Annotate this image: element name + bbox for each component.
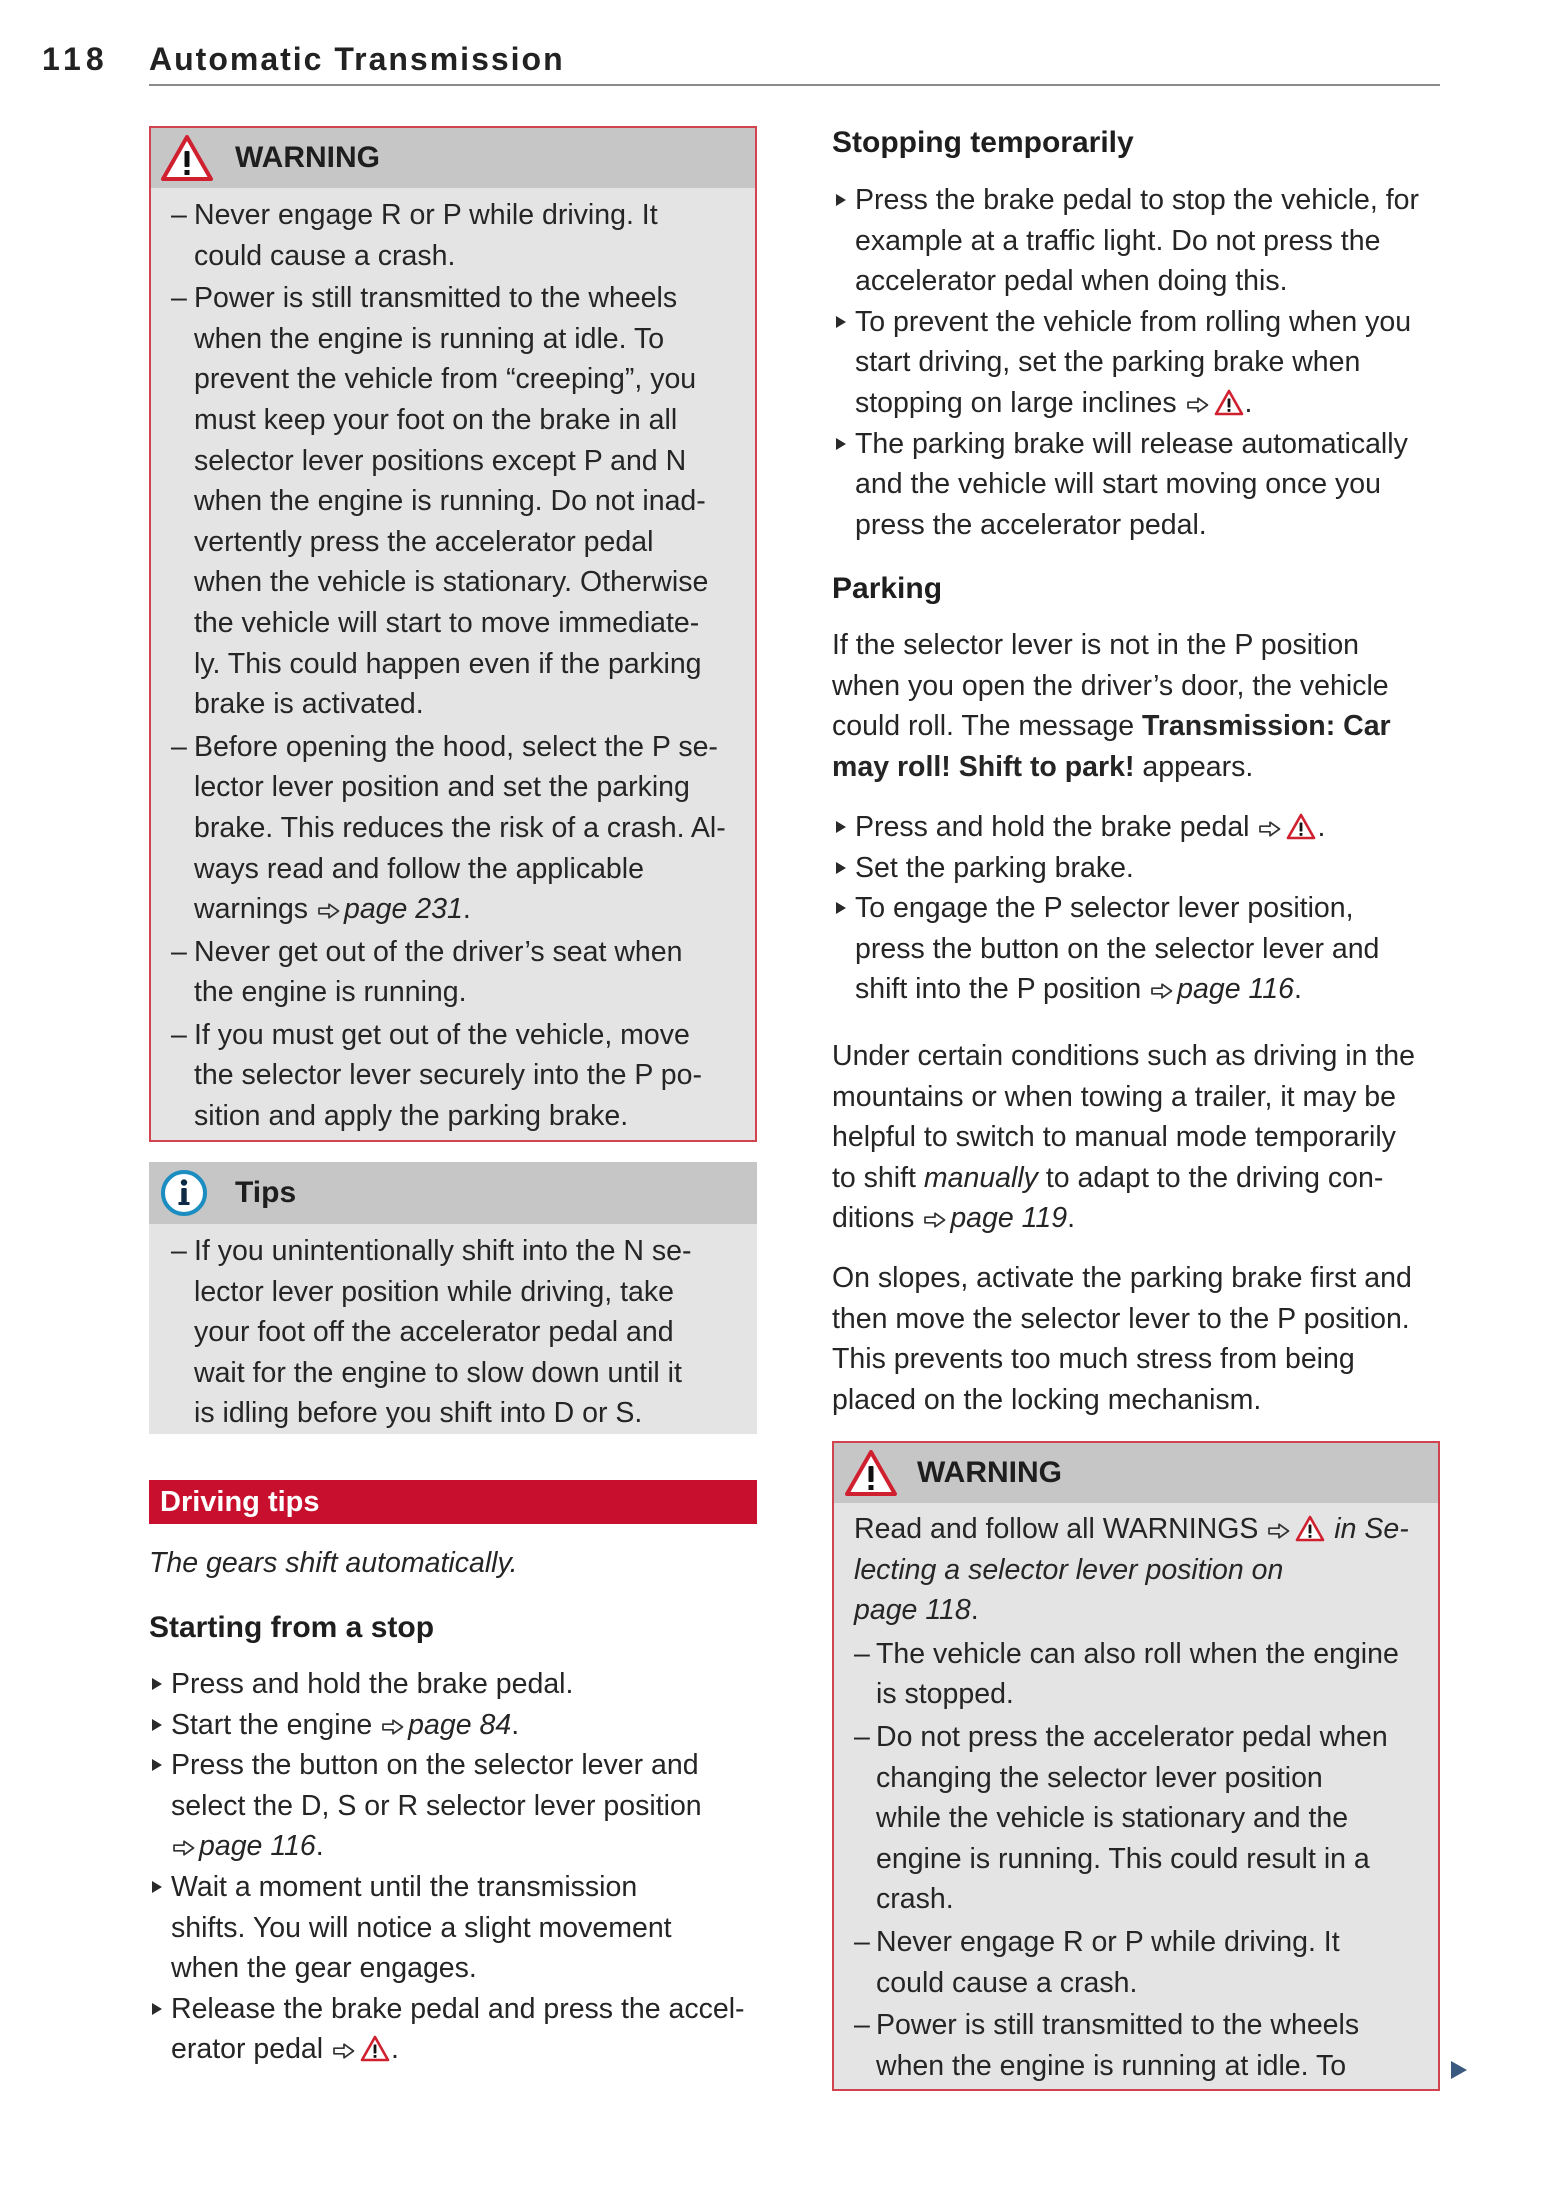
text-line [855, 383, 1440, 424]
text-line: The parking brake will release automatically [855, 427, 1408, 460]
reference-arrow-icon [317, 902, 341, 920]
text-run: Press and hold the brake pedal [855, 811, 1258, 843]
text-line: crash. [876, 1883, 954, 1916]
text-line [171, 2029, 757, 2070]
text-line: when the gear engages. [171, 1952, 477, 1985]
instruction-steps [149, 1664, 757, 2070]
warning-body [834, 1509, 1438, 2088]
text-run: could roll. The message [832, 710, 1142, 743]
reference-arrow-icon [381, 1718, 405, 1736]
text-line: start driving, set the parking brake when [855, 346, 1361, 379]
warning-list [834, 1634, 1438, 2087]
warning-intro [834, 1509, 1438, 1631]
text-line: press the accelerator pedal. [855, 508, 1207, 541]
text-line [854, 1590, 1438, 1631]
page-reference: page 118 [854, 1594, 971, 1627]
text-line: ways read and follow the applicable [194, 852, 644, 885]
instruction-step [149, 1705, 757, 1746]
instruction-step [149, 1867, 757, 1989]
text-run: ditions [832, 1202, 923, 1235]
text-line: – Do not press the accelerator pedal when [876, 1720, 1388, 1753]
text-line: lector lever position while driving, take [194, 1275, 674, 1308]
subheading: Stopping temporarily [832, 126, 1134, 159]
text-line: shifts. You will notice a slight movement [171, 1911, 672, 1944]
page-reference: page 84 [408, 1708, 512, 1741]
page-reference: page 231 [343, 893, 463, 926]
text-line: press the button on the selector lever and [855, 932, 1380, 965]
tips-list [149, 1231, 757, 1436]
text-line: could cause a crash. [194, 239, 456, 272]
text-line: – If you unintentionally shift into the N se- [194, 1235, 692, 1267]
page-reference: page 116 [1177, 973, 1294, 1006]
warning-list-item [834, 2005, 1438, 2086]
text-line: is idling before you shift into D or S. [194, 1397, 643, 1430]
text-line: example at a traffic light. Do not press the [855, 224, 1381, 257]
text-line: Wait a moment until the transmission [171, 1870, 638, 1903]
text-line: ly. This could happen even if the parking [194, 647, 702, 680]
text-line: helpful to switch to manual mode temporarily [832, 1121, 1396, 1154]
text-run: . [1293, 973, 1302, 1006]
text-line: – Never get out of the driver’s seat when [194, 935, 683, 968]
text-line [855, 807, 1440, 848]
info-icon [160, 1169, 208, 1225]
text-line: Press and hold the brake pedal. [171, 1668, 574, 1700]
tips-box [149, 1162, 757, 1434]
italic-text: in Se- [1326, 1513, 1409, 1545]
text-line: accelerator pedal when doing this. [855, 265, 1288, 298]
instruction-step [149, 1989, 757, 2070]
warning-triangle-icon [1295, 1515, 1325, 1542]
text-line: your foot off the accelerator pedal and [194, 1316, 674, 1349]
text-line: This prevents too much stress from being [832, 1343, 1355, 1376]
text-line: the selector lever securely into the P po- [194, 1059, 702, 1092]
section-title-bar: Driving tips [149, 1480, 757, 1524]
text-run: to shift [832, 1161, 924, 1194]
reference-arrow-icon [172, 1839, 196, 1857]
continue-arrow-icon [1449, 2056, 1469, 2089]
text-line: On slopes, activate the parking brake first and [832, 1262, 1412, 1294]
warning-box-header [151, 128, 755, 188]
warning-box [832, 1441, 1440, 2091]
warning-triangle-icon [360, 2035, 390, 2062]
text-line: Press the brake pedal to stop the vehicle, for [855, 184, 1419, 216]
text-line: the vehicle will start to move immediate- [194, 606, 700, 639]
warning-list-item [151, 195, 755, 276]
text-line: when the engine is running at idle. To [194, 322, 665, 355]
instruction-step [832, 888, 1440, 1010]
tips-title: Tips [235, 1176, 297, 1209]
italic-text: manually [923, 1161, 1038, 1194]
text-line: If the selector lever is not in the P position [832, 629, 1360, 661]
text-line: – The vehicle can also roll when the engine [876, 1637, 1399, 1670]
paragraph [832, 1258, 1412, 1420]
text-run: . [391, 2033, 399, 2066]
text-run: shift into the P position [855, 973, 1150, 1006]
subheading: Starting from a stop [149, 1611, 435, 1644]
instruction-step [149, 1745, 757, 1867]
text-line: Under certain conditions such as driving in the [832, 1040, 1415, 1072]
warning-list-item [834, 1922, 1438, 2003]
warning-list-item [834, 1717, 1438, 1920]
instruction-step [832, 302, 1440, 424]
text-run: appears. [1134, 750, 1254, 783]
text-line: – Before opening the hood, select the P se- [194, 730, 718, 763]
text-run: . [315, 1830, 324, 1863]
running-header-title: Automatic Transmission [149, 41, 565, 77]
instruction-steps [832, 180, 1440, 545]
text-line: lector lever position and set the parking [194, 771, 690, 804]
text-line: vertently press the accelerator pedal [194, 525, 654, 558]
text-line [832, 1158, 1415, 1199]
text-line: when the engine is running at idle. To [876, 2049, 1347, 2082]
text-line [855, 969, 1440, 1010]
reference-arrow-icon [1267, 1522, 1291, 1540]
text-run: warnings [194, 893, 316, 926]
text-run: stopping on large inclines [855, 386, 1185, 419]
text-line: when you open the driver’s door, the vehicle [832, 669, 1389, 702]
warning-list-item [151, 932, 755, 1013]
text-line: selector lever positions except P and N [194, 444, 687, 477]
text-line: Set the parking brake. [855, 851, 1134, 884]
warning-triangle-icon [1286, 813, 1316, 840]
text-line [854, 1550, 1438, 1591]
text-line: To prevent the vehicle from rolling when you [855, 305, 1412, 338]
italic-text: lecting a selector lever position on [854, 1553, 1284, 1586]
warning-title: WARNING [917, 1456, 1062, 1489]
instruction-steps [832, 807, 1440, 1010]
text-line [832, 747, 1391, 788]
warning-list-item [151, 727, 755, 930]
text-line: brake. This reduces the risk of a crash. Al- [194, 811, 726, 844]
header-rule [149, 84, 1440, 86]
text-line: – If you must get out of the vehicle, move [194, 1018, 690, 1051]
warning-triangle-icon [1214, 389, 1244, 416]
text-line: and the vehicle will start moving once you [855, 468, 1381, 501]
text-line [832, 706, 1391, 747]
page-number: 118 [42, 41, 109, 77]
text-run: . [1244, 386, 1253, 419]
text-line: the engine is running. [194, 976, 467, 1009]
text-line: placed on the locking mechanism. [832, 1383, 1262, 1416]
reference-arrow-icon [332, 2042, 356, 2060]
text-line: select the D, S or R selector lever position [171, 1789, 702, 1822]
text-line: when the engine is running. Do not inad- [194, 485, 706, 518]
reference-arrow-icon [1186, 396, 1210, 414]
text-line: is stopped. [876, 1678, 1014, 1711]
warning-triangle-icon [844, 1449, 898, 1505]
text-line: To engage the P selector lever position, [855, 892, 1354, 925]
text-line: when the vehicle is stationary. Otherwise [194, 566, 709, 599]
warning-title: WARNING [235, 141, 380, 174]
text-line: sition and apply the parking brake. [194, 1100, 629, 1133]
warning-list-item [151, 1015, 755, 1137]
text-line [832, 1198, 1415, 1239]
text-run: to adapt to the driving con- [1037, 1161, 1384, 1194]
paragraph [832, 625, 1391, 787]
text-line: engine is running. This could result in a [876, 1842, 1370, 1875]
subheading: Parking [832, 572, 943, 605]
text-run: . [511, 1708, 520, 1741]
text-run: . [970, 1594, 979, 1627]
warning-list-item [151, 278, 755, 725]
section-intro: The gears shift automatically. [149, 1547, 518, 1579]
text-run: . [1067, 1202, 1075, 1235]
text-line [171, 1826, 757, 1867]
paragraph [832, 1036, 1415, 1239]
text-line [194, 889, 755, 930]
text-run: . [462, 893, 471, 926]
text-run: erator pedal [171, 2033, 332, 2066]
instruction-step [832, 180, 1440, 302]
text-line: changing the selector lever position [876, 1761, 1323, 1794]
tips-box-header [149, 1162, 757, 1224]
page-reference: page 116 [199, 1830, 316, 1863]
text-line: brake is activated. [194, 688, 424, 721]
text-line: Press the button on the selector lever and [171, 1749, 699, 1782]
text-run: Read and follow all WARNINGS [854, 1513, 1267, 1545]
warning-box-header [834, 1443, 1438, 1503]
text-line: must keep your foot on the brake in all [194, 403, 678, 436]
tip-list-item [149, 1231, 757, 1434]
text-line: could cause a crash. [876, 1966, 1138, 1999]
text-line: – Power is still transmitted to the wheels [876, 2009, 1360, 2042]
instruction-step [149, 1664, 757, 1705]
reference-arrow-icon [1258, 820, 1282, 838]
instruction-step [832, 424, 1440, 546]
text-line [171, 1705, 757, 1746]
text-line: then move the selector lever to the P position. [832, 1302, 1410, 1335]
reference-arrow-icon [1150, 982, 1174, 1000]
warning-list [151, 195, 755, 1139]
text-line [854, 1509, 1438, 1550]
text-run: Start the engine [171, 1708, 381, 1741]
page-reference: page 119 [950, 1202, 1068, 1235]
reference-arrow-icon [923, 1211, 947, 1229]
instruction-step [832, 807, 1440, 848]
text-line: while the vehicle is stationary and the [876, 1802, 1349, 1835]
bold-message-text: Transmission: Car [1141, 710, 1391, 743]
text-line: – Power is still transmitted to the wheels [194, 282, 678, 315]
warning-triangle-icon [160, 134, 214, 190]
text-line: mountains or when towing a trailer, it may be [832, 1080, 1396, 1113]
text-line: prevent the vehicle from “creeping”, you [194, 363, 697, 396]
bold-message-text: may roll! Shift to park! [832, 750, 1135, 783]
text-line: – Never engage R or P while driving. It [876, 1925, 1340, 1958]
text-line: – Never engage R or P while driving. It [194, 199, 658, 231]
instruction-step [832, 848, 1440, 889]
text-run: . [1317, 811, 1326, 843]
warning-list-item [834, 1634, 1438, 1715]
text-line: wait for the engine to slow down until it [194, 1356, 682, 1389]
text-line: Release the brake pedal and press the accel- [171, 1992, 745, 2025]
warning-box [149, 126, 757, 1142]
